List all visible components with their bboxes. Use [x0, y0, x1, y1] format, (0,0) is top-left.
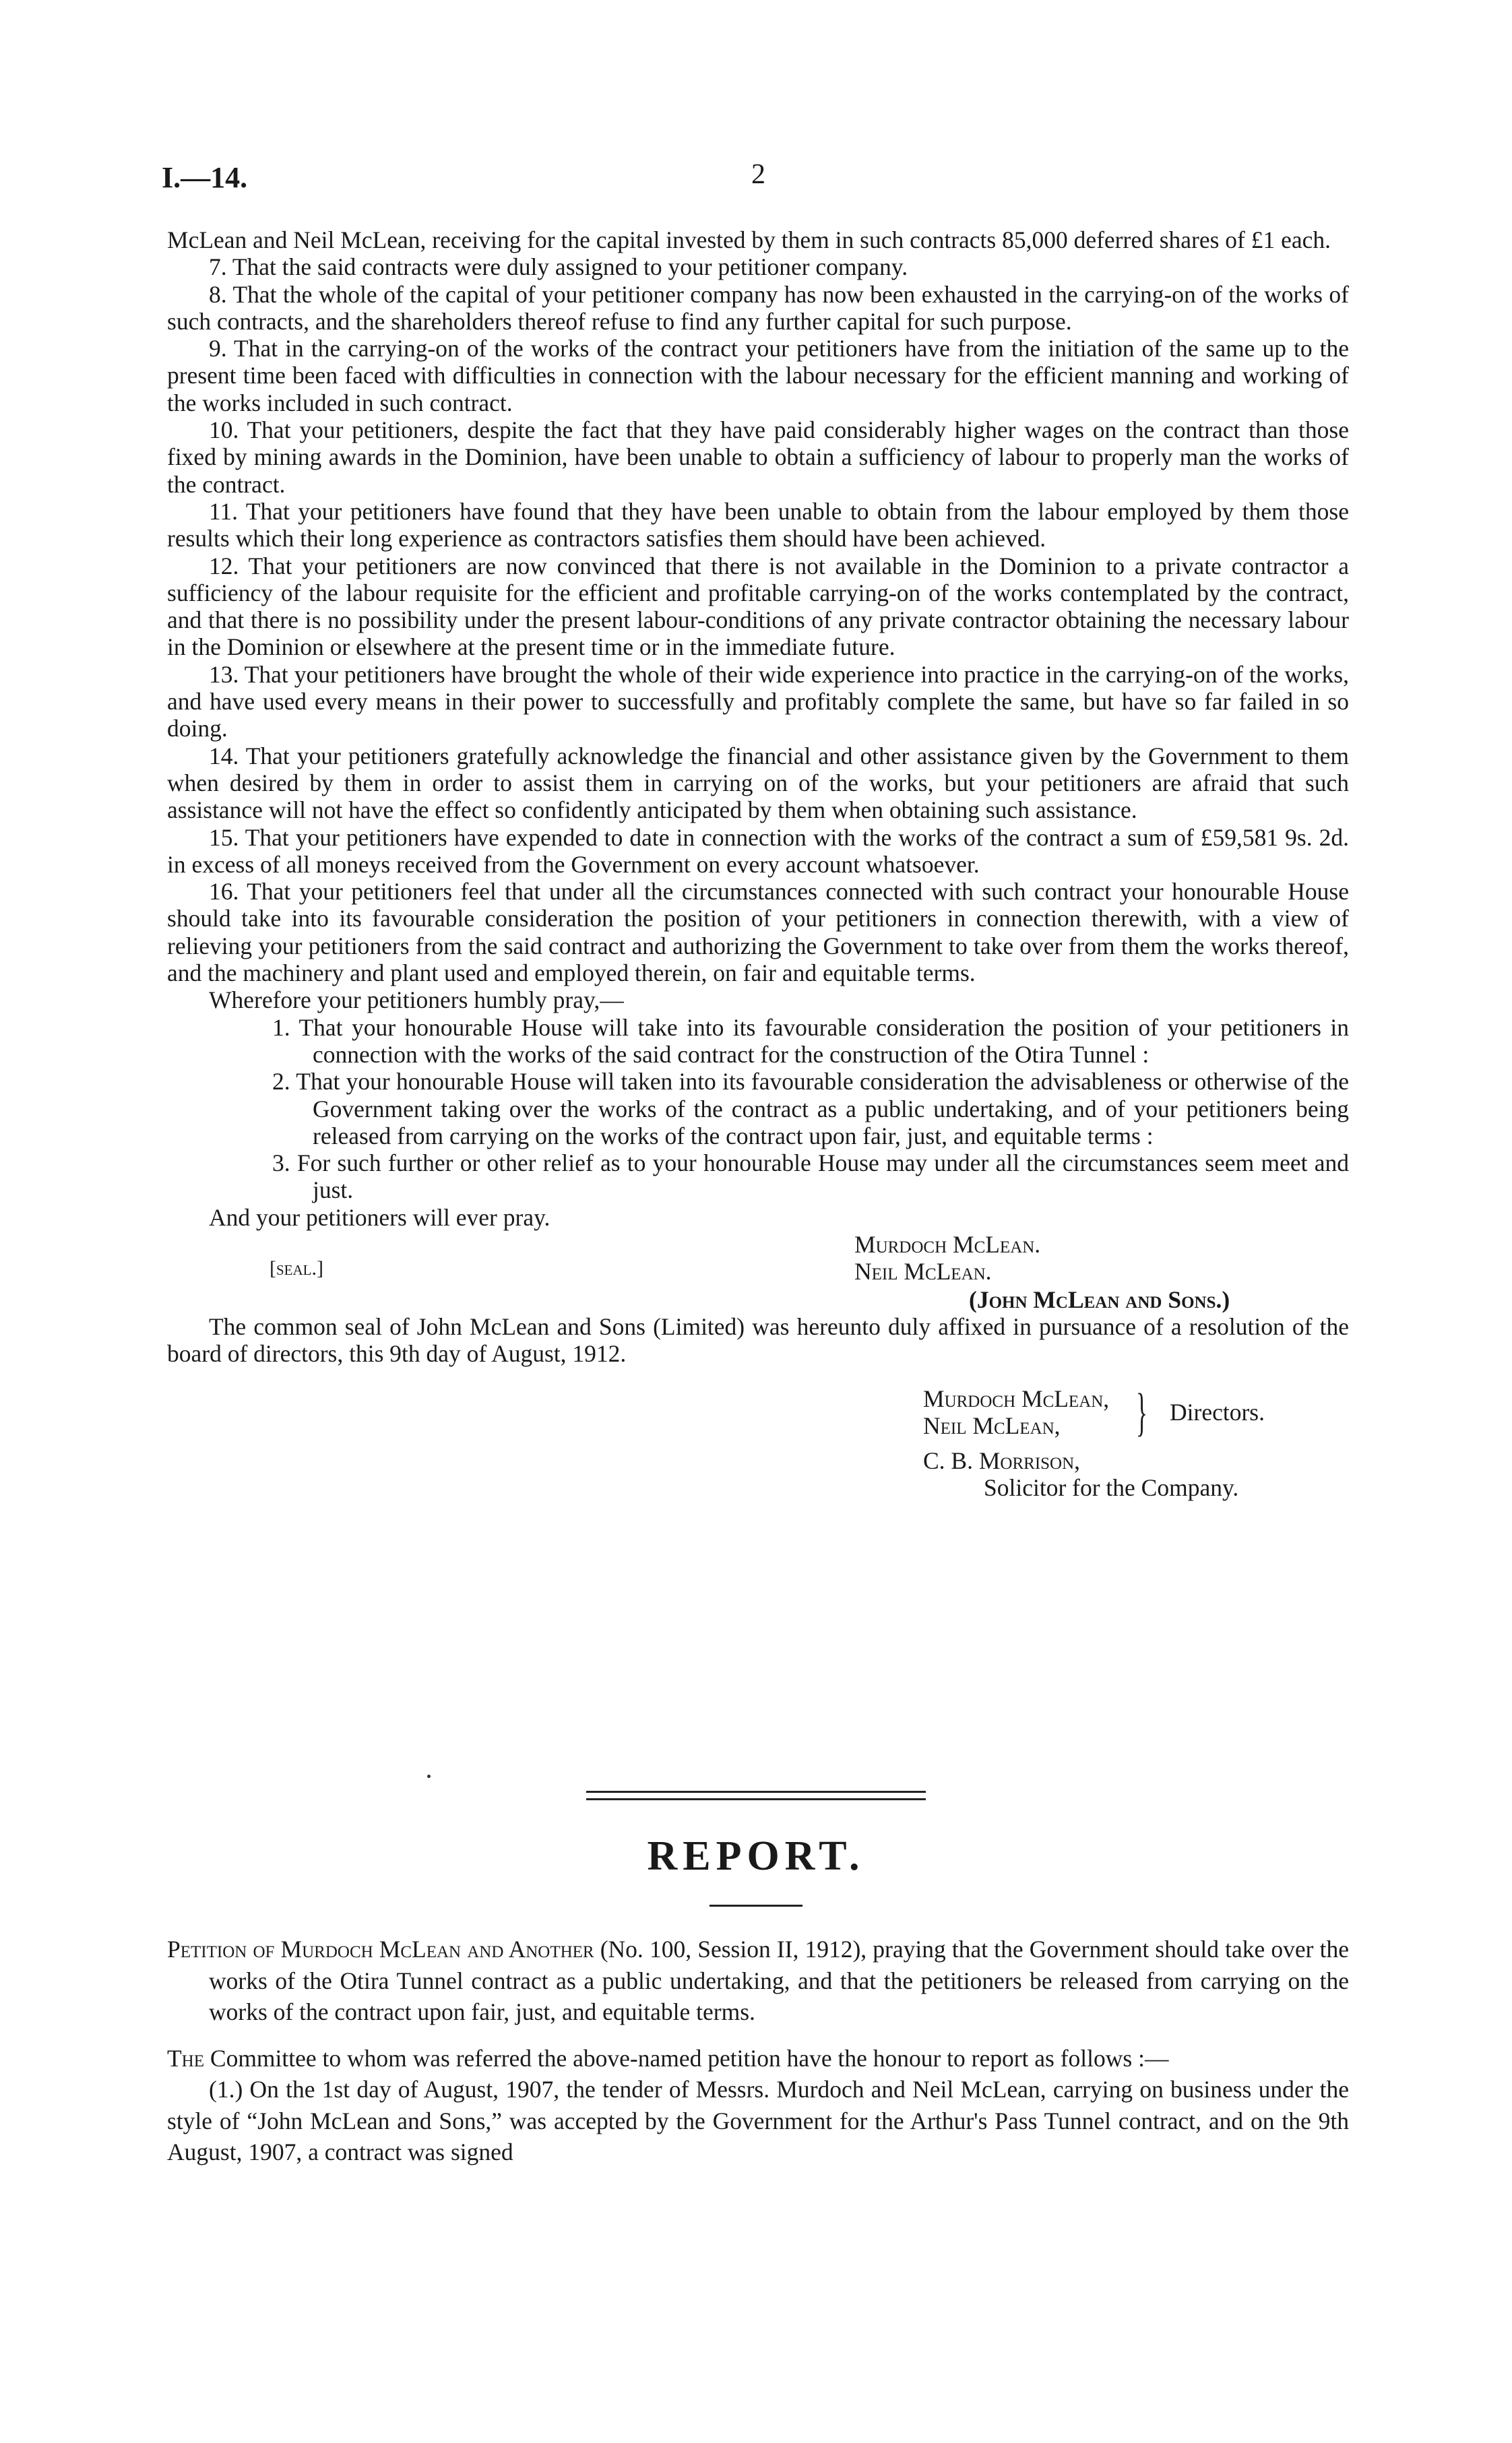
ink-speck [427, 1775, 431, 1778]
report-title: REPORT. [647, 1833, 865, 1879]
paragraph-14: 14. That your petitioners gratefully acknowledge the financial and other assistance given by the Government to them when desired by them in order to assist them in carrying on of the works, but your petitioners are afraid that such assistance will not have the effect so confidently anticipated by them when obtaining such assistance. [167, 742, 1349, 824]
prayer-2: 2. That your honourable House will taken into its favourable consideration the advisableness or otherwise of the Government taking over the works of the contract as a public undertaking, and of your petitioners being released from carrying on the works of the contract upon fair, just, and equitable terms : [272, 1068, 1349, 1149]
signature-block [167, 1231, 1349, 1313]
paragraph-9: 9. That in the carrying-on of the works of the contract your petitioners have from the initiation of the same up to the present time been faced with difficulties in connection with the labour necessary for the efficient manning and working of the works included in such contract. [167, 335, 1349, 416]
firm-name: (John McLean and Sons.) [969, 1286, 1230, 1313]
paragraph-10: 10. That your petitioners, despite the fact that they have paid considerably higher wages on the contract than those fixed by mining awards in the Dominion, have been unable to obtain a sufficiency of labour to properly man the works of the contract. [167, 416, 1349, 498]
paragraph-12: 12. That your petitioners are now convinced that there is not available in the Dominion to a private contractor a sufficiency of the labour requisite for the efficient and profitable carrying-on of the works contemplated by the contract, and that there is no possibility under the present labour-conditions of any private contractor obtaining the necessary labour in the Dominion or elsewhere at the present time or in the immediate future. [167, 552, 1349, 661]
report-item-1: (1.) On the 1st day of August, 1907, the tender of Messrs. Murdoch and Neil McLean, carrying on business under the style of “John McLean and Sons,” was accepted by the Government for the Arthur's Pass Tunnel contract, and on the 9th August, 1907, a contract was signed [167, 2076, 1349, 2165]
petition-summary-lead: Petition of Murdoch McLean and Another [167, 1936, 594, 1963]
directors-block [167, 1382, 1349, 1513]
signatory-neil: Neil McLean. [854, 1257, 992, 1285]
paragraph-13: 13. That your petitioners have brought the whole of their wide experience into practice in the carrying-on of the works, and have used every means in their power to successfully and profitably complete the same, but have so far failed in so doing. [167, 660, 1349, 742]
directors-label: Directors. [1170, 1398, 1265, 1426]
petition-summary-rest: (No. 100, Session II, 1912), praying that the Government should take over the works of the Otira Tunnel contract as a public undertaking, and that the petitioners be released from carrying on the works of the contract upon fair, just, and equitable terms. [209, 1936, 1349, 2025]
prayer-1: 1. That your honourable House will take into its favourable consideration the position of your petitioners in connection with the works of the said contract for the construction of the Otira Tunnel : [272, 1013, 1349, 1068]
prayer-3: 3. For such further or other relief as to your honourable House may under all the circumstances seem meet and just. [272, 1149, 1349, 1204]
title-underline [710, 1905, 802, 1907]
petition-summary [167, 1934, 1349, 2028]
seal-mark: [seal.] [270, 1257, 323, 1279]
paragraph-15: 15. That your petitioners have expended to date in connection with the works of the contract a sum of £59,581 9s. 2d. in excess of all moneys received from the Government on every account whatsoever. [167, 823, 1349, 878]
document-reference: I.—14. [162, 161, 248, 194]
director-neil: Neil McLean, [923, 1411, 1061, 1439]
solicitor-role: Solicitor for the Company. [984, 1473, 1239, 1501]
wherefore-line: Wherefore your petitioners humbly pray,— [209, 986, 624, 1014]
seal-statement: The common seal of John McLean and Sons (Limited) was hereunto duly affixed in pursuance of a resolution of the board of directors, this 9th day of August, 1912. [167, 1312, 1349, 1368]
paragraph-8: 8. That the whole of the capital of your petitioner company has now been exhausted in the carrying-on of the works of such contracts, and the shareholders thereof refuse to find any further capital for such purpose. [167, 280, 1349, 335]
paragraph-11: 11. That your petitioners have found that they have been unable to obtain from the labour employed by them those results which their long experience as contractors satisfies them should have been achieved. [167, 497, 1349, 552]
committee-intro [167, 2043, 1349, 2074]
committee-intro-lead: The [167, 2044, 205, 2072]
solicitor-name: C. B. Morrison, [923, 1447, 1081, 1474]
ever-pray-line: And your petitioners will ever pray. [209, 1203, 550, 1231]
paragraph-continued: McLean and Neil McLean, receiving for the capital invested by them in such contracts 85,000 deferred shares of £1 each. [167, 226, 1331, 253]
brace-icon: } [1136, 1382, 1147, 1441]
signatory-murdoch: Murdoch McLean. [854, 1230, 1041, 1258]
paragraph-16: 16. That your petitioners feel that under all the circumstances connected with such contract your honourable House should take into its favourable consideration the position of your petitioners in connection therewith, with a view of relieving your petitioners from the said contract and authorizing the Government to take over from them the works thereof, and the machinery and plant used and employed therein, on fair and equitable terms. [167, 878, 1349, 987]
petition-body [167, 226, 1349, 1513]
director-murdoch: Murdoch McLean, [923, 1385, 1110, 1412]
section-divider [586, 1791, 926, 1800]
committee-intro-rest: Committee to whom was referred the above-named petition have the honour to report as follows :— [204, 2044, 1169, 2072]
page-number: 2 [751, 159, 765, 190]
report-body [167, 1934, 1349, 2168]
paragraph-7: 7. That the said contracts were duly assigned to your petitioner company. [209, 253, 908, 281]
